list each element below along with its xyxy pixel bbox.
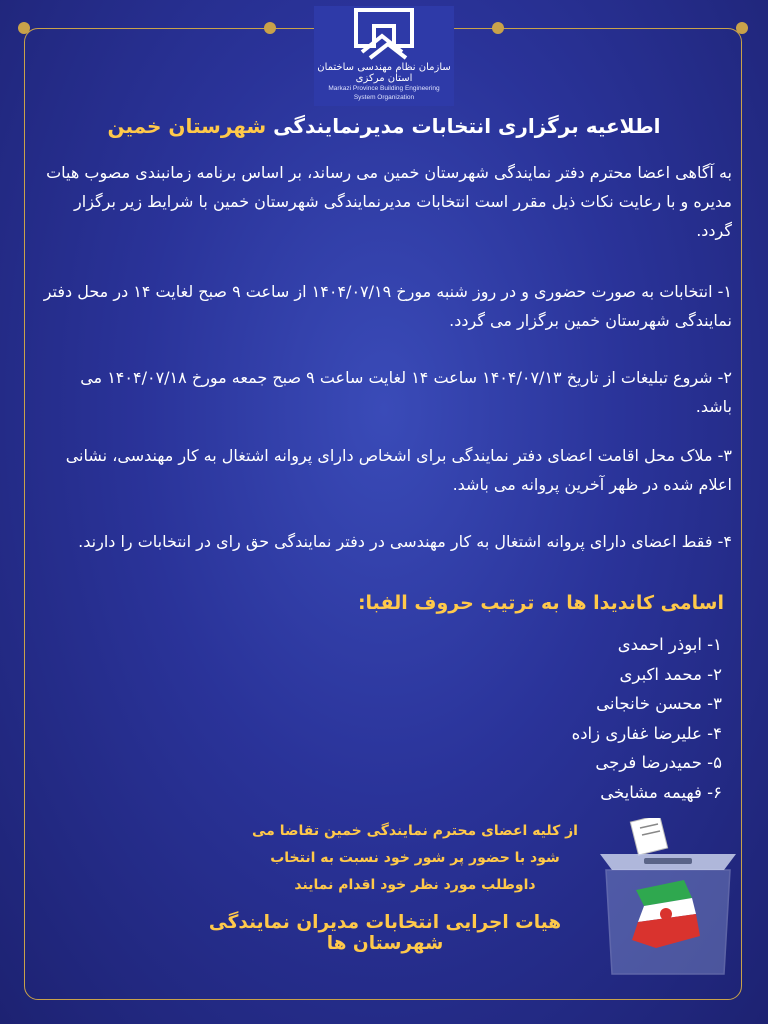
building-logo-icon <box>352 6 416 62</box>
ballot-box-icon <box>596 818 740 978</box>
condition-item-2: ۲- شروع تبلیغات از تاریخ ۱۴۰۴/۰۷/۱۳ ساعت ۱۴ لغایت ساعت ۹ صبح جمعه مورخ ۱۴۰۴/۰۷/۱۸ می باشد. <box>80 368 732 416</box>
frame-corner-dot <box>736 22 748 34</box>
condition-item-1: ۱- انتخابات به صورت حضوری و در روز شنبه مورخ ۱۴۰۴/۰۷/۱۹ از ساعت ۹ صبح لغایت ۱۴ در محل دفتر نمایندگی شهرستان خمین برگزار می گردد. <box>43 282 732 330</box>
candidate-item: ۴- علیرضا غفاری زاده <box>571 723 722 743</box>
candidate-item: ۱- ابوذر احمدی <box>617 635 722 654</box>
condition-item-3: ۳- ملاک محل اقامت اعضای دفتر نمایندگی برای اشخاص دارای پروانه اشتغال به کار مهندسی، نشانی اعلام شده در ظهر آخرین پروانه می باشد. <box>65 446 732 494</box>
organization-logo <box>314 6 454 106</box>
org-name-fa: سازمان نظام مهندسی ساختمان استان مرکزی <box>317 62 451 84</box>
page-title <box>30 114 738 138</box>
appeal-text: از کلیه اعضای محترم نمایندگی خمین تقاضا می شود با حضور پر شور خود نسبت به انتخاب داوطلب مورد نظر خود اقدام نمایند <box>252 823 578 893</box>
candidate-item: ۳- محسن خانجانی <box>596 694 722 713</box>
title-main: اطلاعیه برگزاری انتخابات مدیرنمایندگی <box>266 114 661 138</box>
frame-dot <box>264 22 276 34</box>
frame-corner-dot <box>18 22 30 34</box>
intro-paragraph: به آگاهی اعضا محترم دفتر نمایندگی شهرستان خمین می رساند، بر اساس برنامه زمانبندی مصوب هیات مدیره و با رعایت نکات ذیل مقرر است انتخابات مدیرنمایندگی شهرستان خمین با شرایط زیر برگزار گردد. <box>46 163 732 240</box>
candidates-heading: اسامی کاندیدا ها به ترتیب حروف الفبا: <box>357 592 724 614</box>
candidate-item: ۵- حمیدرضا فرجی <box>595 753 722 772</box>
candidates-list <box>572 630 722 807</box>
org-name-en-1: Markazi Province Building Engineering <box>328 85 440 92</box>
org-name-en-2: System Organization <box>353 94 415 101</box>
frame-dot <box>492 22 504 34</box>
footer-signature: هیات اجرایی انتخابات مدیران نمایندگی شهرستان ها <box>208 912 562 954</box>
title-highlight: شهرستان خمین <box>107 114 267 138</box>
condition-item-4: ۴- فقط اعضای دارای پروانه اشتغال به کار مهندسی در دفتر نمایندگی حق رای در انتخابات را دارند. <box>78 532 732 551</box>
candidate-item: ۲- محمد اکبری <box>619 664 722 684</box>
candidate-item: ۶- فهیمه مشایخی <box>600 782 722 802</box>
